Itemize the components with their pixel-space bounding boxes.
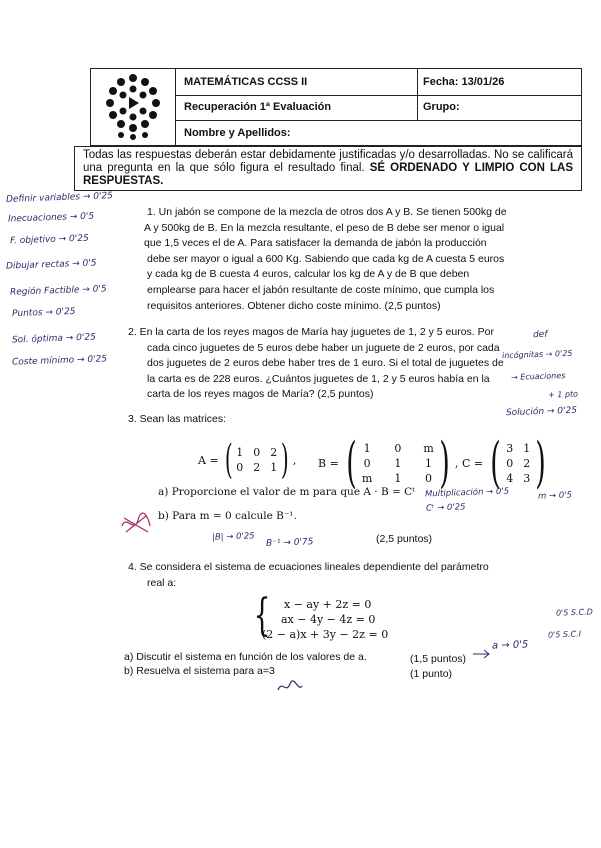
instructions-box — [74, 146, 582, 191]
grading-note: Puntos → 0'25 — [11, 306, 76, 320]
matrix-b-cell: 1 — [394, 471, 402, 485]
q3-intro: 3. Sean las matrices: — [128, 413, 227, 425]
matrix-b-cell: 1 — [425, 456, 433, 470]
grading-note: Región Factible → 0'5 — [9, 284, 107, 298]
grading-note: Definir variables → 0'25 — [5, 191, 114, 205]
matrix-a-cell: 2 — [253, 461, 261, 474]
matrix-a-cell: 2 — [270, 446, 278, 459]
group-label: Grupo: — [423, 101, 460, 113]
q4-part-b: b) Resuelva el sistema para a=3 — [124, 665, 275, 677]
matrix-c-cell: 0 — [506, 456, 514, 470]
grading-note: B⁻¹ → 0'75 — [265, 537, 314, 549]
q4-intro-line: 4. Se considera el sistema de ecuaciones lineales dependiente del parámetro — [128, 561, 489, 573]
grading-note: Coste mínimo → 0'25 — [11, 354, 108, 368]
question-4-intro — [128, 560, 568, 591]
matrix-c: C = ( 3 1 0 2 4 3 ) — [462, 431, 547, 494]
matrix-b-cell: m — [361, 471, 373, 485]
equation-2: ax − 4y − 4z = 0 — [281, 613, 376, 626]
grading-note: incógnitas → 0'25 — [501, 348, 573, 361]
header-divider — [417, 69, 418, 120]
matrix-b-label: B = — [318, 456, 339, 470]
grading-note: m → 0'5 — [537, 490, 573, 502]
grading-note: Multiplicación → 0'5 — [424, 486, 510, 500]
matrix-a: A = ( 1 0 2 0 2 1 ) , — [198, 437, 297, 483]
matrix-b-cell: m — [423, 441, 434, 455]
grading-note: def — [532, 329, 548, 341]
equation-system — [262, 597, 389, 642]
grading-note: Sol. óptima → 0'25 — [11, 332, 97, 346]
q3-part-a: a) Proporcione el valor de m para que A · B = Cᵗ — [158, 486, 415, 498]
grading-note: |B| → 0'25 — [211, 531, 255, 543]
header-table — [90, 68, 582, 146]
q1-line: 1. Un jabón se compone de la mezcla de otros dos A y B. Se tienen 500kg de — [147, 206, 507, 218]
logo-icon — [91, 69, 175, 145]
q3-part-b: b) Para m = 0 calcule B⁻¹. — [158, 510, 297, 522]
matrix-a-label: A = — [198, 453, 219, 467]
matrix-c-label: C = — [462, 456, 484, 470]
q1-line: y cada kg de B cuesta 4 euros, calcular los kg de A y de B que deben — [147, 268, 470, 281]
matrix-b-cell: 1 — [394, 456, 402, 470]
name-label: Nombre y Apellidos: — [184, 127, 291, 139]
q4-intro-line: real a: — [147, 576, 177, 589]
instructions-text: Todas las respuestas deberán estar debidamente justificadas y/o desarrolladas. No se calificará una pregunta en la que sólo figura el resultado final. — [83, 149, 573, 174]
q1-line: debe ser mayor o igual a 600 Kg. Sabiendo que cada kg de A cuesta 5 euros — [147, 252, 505, 265]
grading-note: F. objetivo → 0'25 — [9, 233, 89, 247]
q4-part-b-points: (1 punto) — [410, 668, 453, 680]
grading-note: → Ecuaciones — [510, 371, 566, 382]
q2-line: 2. En la carta de los reyes magos de María hay juguetes de 1, 2 y 5 euros. Por — [128, 326, 494, 338]
question-1 — [144, 205, 587, 314]
instructions-emphasis: SÉ ORDENADO Y LIMPIO CON LAS RESPUESTAS. — [83, 162, 573, 187]
arrow-icon — [472, 648, 492, 660]
q2-line: carta de los reyes magos de María? (2,5 puntos) — [147, 388, 374, 401]
grading-note: + 1 pto — [547, 389, 579, 400]
grading-note: a → 0'5 — [491, 639, 529, 652]
q4-part-a-points: (1,5 puntos) — [410, 653, 467, 665]
q2-line: cada cinco juguetes de 5 euros debe haber un juguete de 2 euros, por cada — [147, 341, 500, 354]
exam-date: Fecha: 13/01/26 — [423, 76, 505, 88]
matrix-a-cell: 0 — [253, 446, 261, 459]
grading-note: 0'5 S.C.D — [555, 607, 593, 618]
matrix-a-cell: 0 — [236, 461, 244, 474]
grading-note: Cᵗ → 0'25 — [425, 502, 466, 514]
q1-line: que 1,5 veces el de A. Para satisfacer la demanda de jabón la producción — [144, 237, 487, 250]
grading-note: Dibujar rectas → 0'5 — [5, 258, 97, 272]
subject-title: MATEMÁTICAS CCSS II — [184, 76, 308, 88]
q1-line: emplearse para hacer el jabón resultante de coste mínimo, que cumpla los — [147, 283, 495, 296]
matrix-b-cell: 0 — [363, 456, 371, 470]
matrix-b-cell: 1 — [363, 441, 371, 455]
q4-part-a: a) Discutir el sistema en función de los valores de a. — [124, 651, 367, 663]
matrix-c-cell: 2 — [523, 456, 531, 470]
matrix-c-cell: 3 — [523, 471, 531, 485]
matrix-a-cell: 1 — [236, 446, 244, 459]
grading-note: Solución → 0'25 — [505, 405, 578, 419]
q3-points: (2,5 puntos) — [376, 533, 433, 545]
signature-icon — [276, 678, 304, 696]
matrix-c-cell: 4 — [506, 471, 514, 485]
matrix-a-cell: 1 — [270, 461, 278, 474]
scribble-icon — [118, 512, 154, 536]
matrix-c-cell: 3 — [506, 441, 514, 455]
matrix-c-cell: 1 — [523, 441, 531, 455]
matrix-b-cell: 0 — [425, 471, 433, 485]
school-logo — [91, 69, 176, 145]
equation-1: x − ay + 2z = 0 — [284, 598, 372, 611]
matrix-b-cell: 0 — [394, 441, 402, 455]
q1-line: A y 500kg de B. En la mezcla resultante, el peso de B debe ser menor o igual — [144, 221, 505, 234]
exam-title: Recuperación 1ª Evaluación — [184, 101, 332, 113]
q1-line: requisitos anteriores. Obtener dicho coste mínimo. (2,5 puntos) — [147, 299, 441, 312]
q2-line: la carta es de 228 euros. ¿Cuántos juguetes de 1, 2 y 5 euros había en la — [147, 372, 490, 385]
question-2 — [128, 325, 568, 403]
equation-3: (2 − a)x + 3y − 2z = 0 — [262, 628, 389, 641]
q2-line: dos juguetes de 2 euros debe haber tres de 1 euro. Si el total de juguetes de — [147, 357, 504, 370]
matrix-b: B = ( 1 0 m 0 1 1 m 1 0 ) , — [318, 431, 459, 494]
system-brace: { — [253, 590, 271, 641]
grading-note: Inecuaciones → 0'5 — [7, 211, 95, 225]
grading-note: 0'5 S.C.I — [547, 629, 582, 640]
